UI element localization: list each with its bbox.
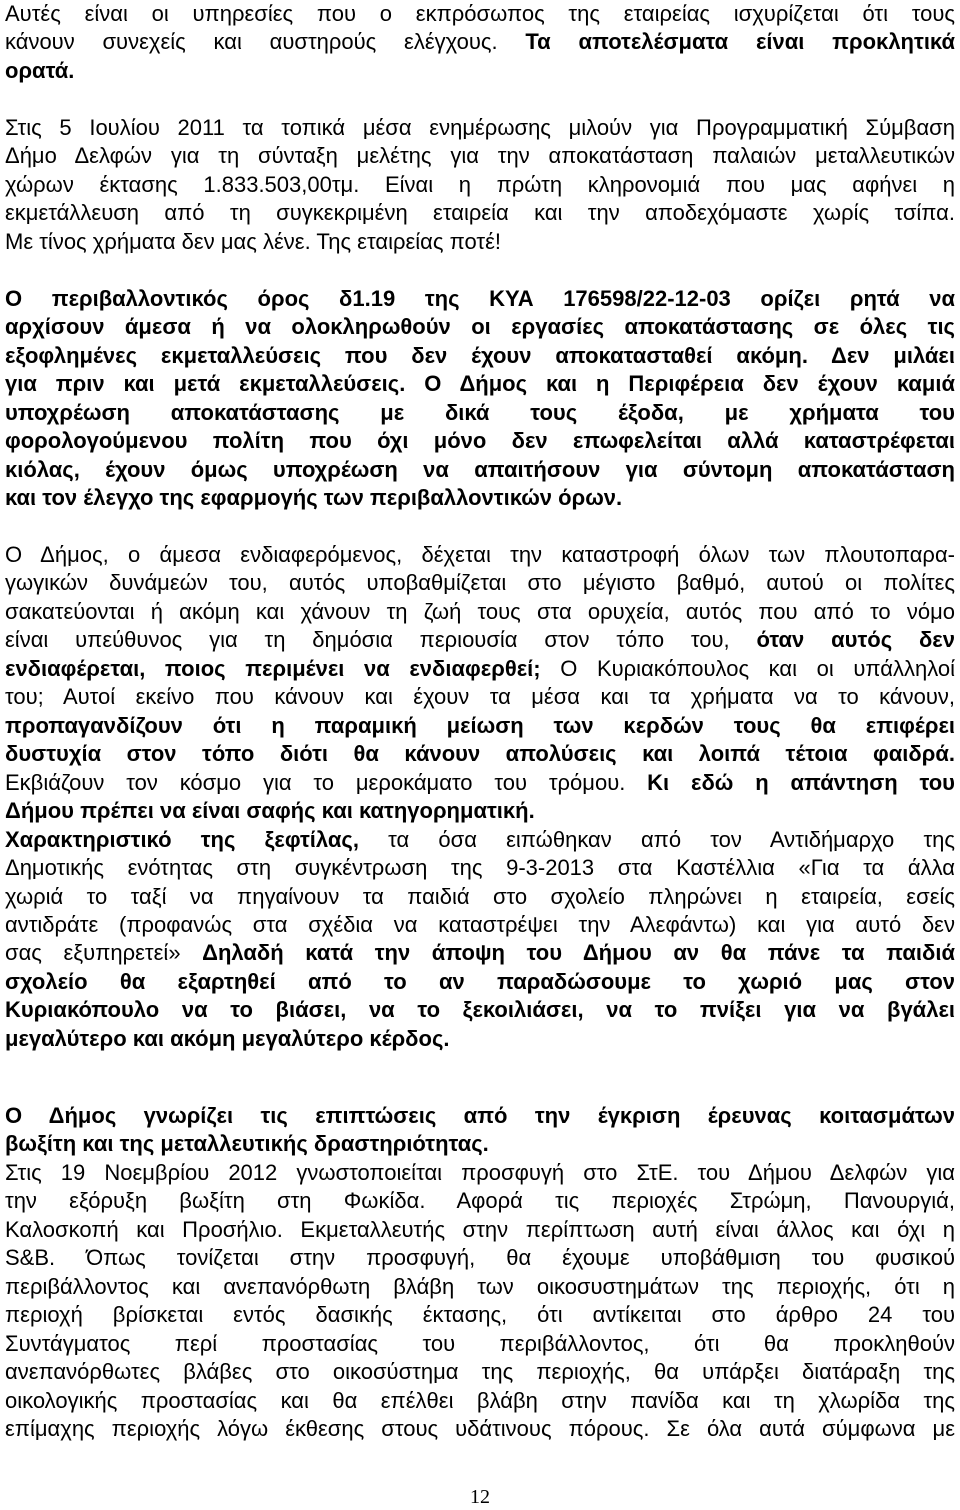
text-line [5, 598, 955, 626]
text-line [5, 427, 955, 455]
bold-text-run: ενδιαφέρεται, ποιος περιμένει να ενδιαφερθεί; [5, 655, 541, 681]
text-line [5, 911, 955, 939]
text-run: Στις 19 Νοεμβρίου 2012 γνωστοποιείται προσφυγή στο ΣτΕ. του Δήμου Δελφών για [5, 1159, 955, 1185]
text-line [5, 28, 955, 56]
text-run: Δήμο Δελφών για τη σύνταξη μελέτης για την αποκατάσταση παλαιών μεταλλευτικών [5, 143, 955, 169]
bold-text-run: μεγαλύτερο και ακόμη μεγαλύτερο κέρδος. [5, 1025, 450, 1051]
text-line [5, 826, 955, 854]
bold-text-run: προπαγανδίζουν ότι η παραμική μείωση των κερδών τους θα επιφέρει [5, 712, 955, 738]
text-line [5, 968, 955, 996]
bold-text-run: Ο περιβαλλοντικός όρος δ1.19 της ΚΥΑ 176598/22-12-03 ορίζει ρητά να [5, 285, 955, 311]
text-line [5, 1273, 955, 1301]
text-line [5, 57, 955, 85]
bold-text-run: κιόλας, έχουν όμως υποχρέωση να απαιτήσουν για σύντομη αποκατάσταση [5, 456, 955, 482]
text-line [5, 1216, 955, 1244]
bold-text-run: Ο Δήμος γνωρίζει τις επιπτώσεις από την έγκριση έρευνας κοιτασμάτων [5, 1102, 955, 1128]
text-line [5, 683, 955, 711]
bold-text-run: Χαρακτηριστικό της ξεφτίλας, [5, 826, 359, 852]
text-line [5, 342, 955, 370]
text-run: σακατεύονται ή ακόμη και χάνουν τη ζωή τους στα ορυχεία, αυτός που από το νόμο [5, 598, 955, 624]
text-line [5, 996, 955, 1024]
text-line [5, 370, 955, 398]
text-run: γωγικών δυνάμεών του, αυτός υποβαθμίζεται στο μέγιστο βαθμό, αυτού οι πολίτες [5, 570, 955, 596]
bold-text-run: αρχίσουν άμεσα ή να ολοκληρωθούν οι εργασίες αποκατάστασης σε όλες τις [5, 314, 955, 340]
bold-text-run: ορατά. [5, 57, 75, 83]
text-line [5, 1415, 955, 1443]
bold-text-run: όταν αυτός δεν [756, 627, 955, 653]
bold-text-run: Τα αποτελέσματα είναι προκλητικά [525, 29, 955, 55]
text-line [5, 142, 955, 170]
text-run: Ο Κυριακόπουλος και οι υπάλληλοί [560, 655, 955, 681]
text-line [5, 1301, 955, 1329]
text-line [5, 399, 955, 427]
bold-text-run: υποχρέωση αποκατάστασης με δικά τους έξοδα, με χρήματα του [5, 399, 955, 425]
text-run: Δημοτικής ενότητας στη συγκέντρωση της 9-3-2013 στα Καστέλλια «Για τα άλλα [5, 855, 955, 881]
text-line [5, 285, 955, 313]
text-line [5, 1244, 955, 1272]
text-run: Με τίνος χρήματα δεν μας λένε. Της εταιρείας ποτέ! [5, 228, 502, 254]
text-run: σας εξυπηρετεί» [5, 940, 181, 966]
bold-text-run: για πριν και μετά εκμεταλλεύσεις. Ο Δήμος και η Περιφέρεια δεν έχουν καμιά [5, 371, 955, 397]
text-line [5, 626, 955, 654]
paragraph [5, 285, 955, 513]
text-run: ανεπανόρθωτες βλάβες στο οικοσύστημα της περιοχής, θα υπάρξει διατάραξη της [5, 1359, 955, 1385]
bold-text-run: Δηλαδή κατά την άποψη του Δήμου αν θα πάνε τα παιδιά [202, 940, 955, 966]
text-run: οικολογικής προστασίας και θα επέλθει βλάβη στην πανίδα και τη χλωρίδα της [5, 1387, 955, 1413]
paragraph [5, 1102, 955, 1159]
text-line [5, 1358, 955, 1386]
text-line [5, 883, 955, 911]
text-run: Αυτές είναι οι υπηρεσίες που ο εκπρόσωπος της εταιρείας ισχυρίζεται ότι τους [5, 1, 955, 26]
text-line [5, 199, 955, 227]
paragraph [5, 1159, 955, 1444]
text-line [5, 1187, 955, 1215]
text-line [5, 1330, 955, 1358]
text-line [5, 569, 955, 597]
text-line [5, 0, 955, 28]
text-run: περιοχή βρίσκεται εντός δασικής έκτασης, ότι αντίκειται στο άρθρο 24 του [5, 1302, 955, 1328]
text-line [5, 769, 955, 797]
text-line [5, 1025, 955, 1053]
bold-text-run: σχολείο θα εξαρτηθεί από το αν παραδώσουμε το χωριό μας στον [5, 968, 955, 994]
text-line [5, 939, 955, 967]
paragraph [5, 826, 955, 1054]
text-line [5, 114, 955, 142]
text-line [5, 797, 955, 825]
paragraph [5, 541, 955, 826]
text-line [5, 712, 955, 740]
text-line [5, 854, 955, 882]
text-run: Εκβιάζουν τον κόσμο για το μεροκάματο του τρόμου. [5, 769, 626, 795]
text-run: του; Αυτοί εκείνο που κάνουν και έχουν τα μέσα και τα χρήματα να το κάνουν, [5, 684, 955, 710]
text-line [5, 1387, 955, 1415]
paragraph [5, 0, 955, 85]
page-number: 12 [470, 1486, 490, 1508]
text-run: τα όσα ειπώθηκαν από τον Αντιδήμαρχο της [388, 826, 955, 852]
bold-text-run: εξοφλημένες εκμεταλλεύσεις που δεν έχουν αποκατασταθεί ακόμη. Δεν μιλάει [5, 342, 955, 368]
text-line [5, 171, 955, 199]
text-line [5, 655, 955, 683]
text-line [5, 541, 955, 569]
text-run: περιβάλλοντος και ανεπανόρθωτη βλάβη των οικοσυστημάτων της περιοχής, ότι η [5, 1273, 955, 1299]
text-line [5, 484, 955, 512]
text-run: S&B. Όπως τονίζεται στην προσφυγή, θα έχουμε υποβάθμιση του φυσικού [5, 1245, 955, 1271]
text-run: Στις 5 Ιουλίου 2011 τα τοπικά μέσα ενημέρωσης μιλούν για Προγραμματική Σύμβαση [5, 114, 955, 140]
text-run: Ο Δήμος, ο άμεσα ενδιαφερόμενος, δέχεται την καταστροφή όλων των πλουτοπαρα- [5, 541, 955, 567]
text-line [5, 740, 955, 768]
text-run: κάνουν συνεχείς και αυστηρούς ελέγχους. [5, 29, 498, 55]
bold-text-run: Δήμου πρέπει να είναι σαφής και κατηγορηματική. [5, 798, 535, 824]
text-line [5, 456, 955, 484]
text-run: επίμαχης περιοχής λόγω έκθεσης στους υδάτινους πόρους. Σε όλα αυτά σύμφωνα με [5, 1416, 955, 1441]
text-run: Συντάγματος περί προστασίας του περιβάλλοντος, ότι θα προκληθούν [5, 1330, 955, 1356]
text-run: Καλοσκοπή και Προσήλιο. Εκμεταλλευτής στην περίπτωση αυτή είναι άλλος και όχι η [5, 1216, 955, 1242]
document-body [5, 0, 955, 1443]
text-line [5, 1159, 955, 1187]
bold-text-run: Κι εδώ η απάντηση του [647, 769, 955, 795]
text-run: χώρων έκτασης 1.833.503,00τμ. Είναι η πρώτη κληρονομιά που μας αφήνει η [5, 171, 955, 197]
text-line [5, 1102, 955, 1130]
bold-text-run: φορολογούμενου πολίτη που όχι μόνο δεν επωφελείται αλλά καταστρέφεται [5, 428, 955, 454]
text-run: αντιδράτε (προφανώς στα σχέδια να καταστρέψει την Αλεφάντω) και για αυτό δεν [5, 912, 955, 937]
text-line [5, 313, 955, 341]
text-run: την εξόρυξη βωξίτη στη Φωκίδα. Αφορά τις περιοχές Στρώμη, Πανουργιά, [5, 1188, 955, 1214]
text-line [5, 228, 955, 256]
paragraph [5, 114, 955, 256]
text-run: εκμετάλλευση από τη συγκεκριμένη εταιρεία και την αποδεχόμαστε χωρίς τσίπα. [5, 200, 955, 226]
bold-text-run: δυστυχία στον τόπο διότι θα κάνουν απολύσεις και λοιπά τέτοια φαιδρά. [5, 741, 955, 767]
bold-text-run: βωξίτη και της μεταλλευτικής δραστηριότητας. [5, 1131, 489, 1157]
bold-text-run: και τον έλεγχο της εφαρμογής των περιβαλλοντικών όρων. [5, 484, 623, 510]
bold-text-run: Κυριακόπουλο να το βιάσει, να το ξεκοιλιάσει, να το πνίξει για να βγάλει [5, 997, 955, 1023]
text-run: χωριά το ταξί να πηγαίνουν τα παιδιά στο σχολείο πληρώνει η εταιρεία, εσείς [5, 883, 955, 909]
text-line [5, 1130, 955, 1158]
text-run: είναι υπεύθυνος για τη δημόσια περιουσία στον τόπο του, [5, 627, 730, 653]
